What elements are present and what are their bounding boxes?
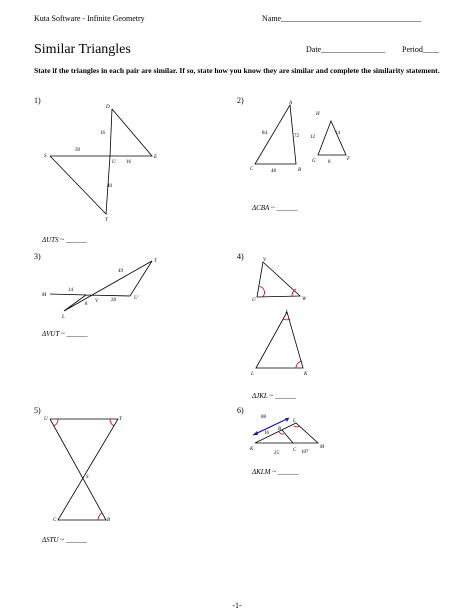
angle-mark-B <box>98 513 102 520</box>
problem-5-number: 5) <box>34 406 41 415</box>
label-M: M <box>42 293 47 298</box>
instructions: State if the triangles in each pair are similar. If so, state how you know they are similar and complete the similarity statement. <box>34 66 440 75</box>
measure-25: 25 <box>274 451 279 456</box>
triangle-UVW <box>257 262 300 297</box>
label-K: K <box>304 372 308 377</box>
measure-12: 12 <box>310 135 315 140</box>
period-field[interactable]: Period____ <box>402 45 439 54</box>
label-B: B <box>298 168 302 173</box>
name-field[interactable]: Name___________________________________ <box>262 14 422 23</box>
label-B: B <box>107 518 111 523</box>
label-E: E <box>154 155 158 160</box>
label-T: T <box>119 417 122 422</box>
problem-5-statement[interactable]: ΔSTU ~ ______ <box>42 536 87 544</box>
label-G: G <box>312 159 316 164</box>
label-J: J <box>285 310 288 315</box>
problem-5-figure <box>44 417 123 523</box>
triangles-LMV-TUV <box>50 261 152 311</box>
label-V: V <box>95 299 99 304</box>
bowtie-triangles <box>50 419 118 520</box>
measure-14: 14 <box>68 288 73 293</box>
problem-6-figure <box>249 415 325 456</box>
measure-39: 39 <box>75 148 80 153</box>
label-C: C <box>250 167 254 172</box>
measure-8: 8 <box>328 160 331 165</box>
angle-mark-B <box>279 432 284 434</box>
label-F: F <box>347 157 351 162</box>
problem-3-figure <box>41 259 158 320</box>
angle-mark-U <box>260 287 265 297</box>
problem-2-figure <box>250 101 351 174</box>
label-L: L <box>62 315 65 320</box>
date-field[interactable]: Date________________ <box>306 45 386 54</box>
triangle-FGH <box>318 121 346 155</box>
bracket-arrow-start <box>253 431 258 435</box>
angle-mark-U <box>54 419 58 426</box>
measure-40: 40 <box>107 184 112 189</box>
page-number: -1- <box>232 601 242 610</box>
segment-BC <box>282 430 293 443</box>
measure-28: 28 <box>111 298 116 303</box>
problem-4-statement[interactable]: ΔJKL ~ ______ <box>252 392 296 400</box>
problem-3-statement[interactable]: ΔVUT ~ ______ <box>42 330 88 338</box>
label-C: C <box>293 448 297 453</box>
label-U: U <box>252 298 256 303</box>
label-M: M <box>320 445 325 450</box>
measure-48: 48 <box>271 169 276 174</box>
label-L: L <box>251 372 254 377</box>
page-title: Similar Triangles <box>34 42 131 57</box>
measure-88: 88 <box>261 415 266 420</box>
angle-mark-L <box>294 426 300 427</box>
label-D: D <box>106 105 110 110</box>
triangle-STU <box>50 156 110 214</box>
problem-4-number: 4) <box>237 252 244 261</box>
problem-1-statement[interactable]: ΔUTS ~ ______ <box>42 236 87 244</box>
label-H: H <box>316 112 320 117</box>
problem-4-figure <box>250 258 308 377</box>
label-U: U <box>134 296 138 301</box>
triangle-JKL <box>256 312 303 368</box>
measure-72: 72 <box>294 134 299 139</box>
problem-3-number: 3) <box>34 252 41 261</box>
measure-14: 14 <box>335 131 340 136</box>
problem-2-statement[interactable]: ΔCBA ~ ______ <box>252 204 298 212</box>
label-U: U <box>112 160 116 165</box>
label-S: S <box>86 475 89 480</box>
label-S: S <box>44 154 47 159</box>
angle-mark-J <box>283 319 290 320</box>
label-T: T <box>154 259 157 264</box>
measure-107: 107 <box>301 450 309 455</box>
measure-16-b: 16 <box>126 160 131 165</box>
label-U: U <box>44 417 48 422</box>
label-W: W <box>302 297 307 302</box>
label-K: K <box>250 447 254 452</box>
measure-84: 84 <box>262 131 267 136</box>
label-L: L <box>293 419 296 424</box>
measure-49: 49 <box>118 269 123 274</box>
problem-6-statement[interactable]: ΔKLM ~ ______ <box>252 468 299 476</box>
problem-2-number: 2) <box>237 96 244 105</box>
problem-6-number: 6) <box>237 406 244 415</box>
label-A: A <box>289 101 293 106</box>
triangle-UED <box>110 109 152 156</box>
problem-1-number: 1) <box>34 96 41 105</box>
angle-mark-W <box>292 289 296 296</box>
software-label: Kuta Software - Infinite Geometry <box>34 14 145 23</box>
measure-8: 8 <box>85 302 88 307</box>
label-V: V <box>263 258 267 263</box>
measure-16: 16 <box>264 431 269 436</box>
measure-16-a: 16 <box>100 131 105 136</box>
label-B: B <box>278 427 282 432</box>
label-T: T <box>105 218 108 223</box>
label-C: C <box>53 518 57 523</box>
problem-1-figure <box>44 105 157 223</box>
angle-mark-T <box>110 419 114 426</box>
